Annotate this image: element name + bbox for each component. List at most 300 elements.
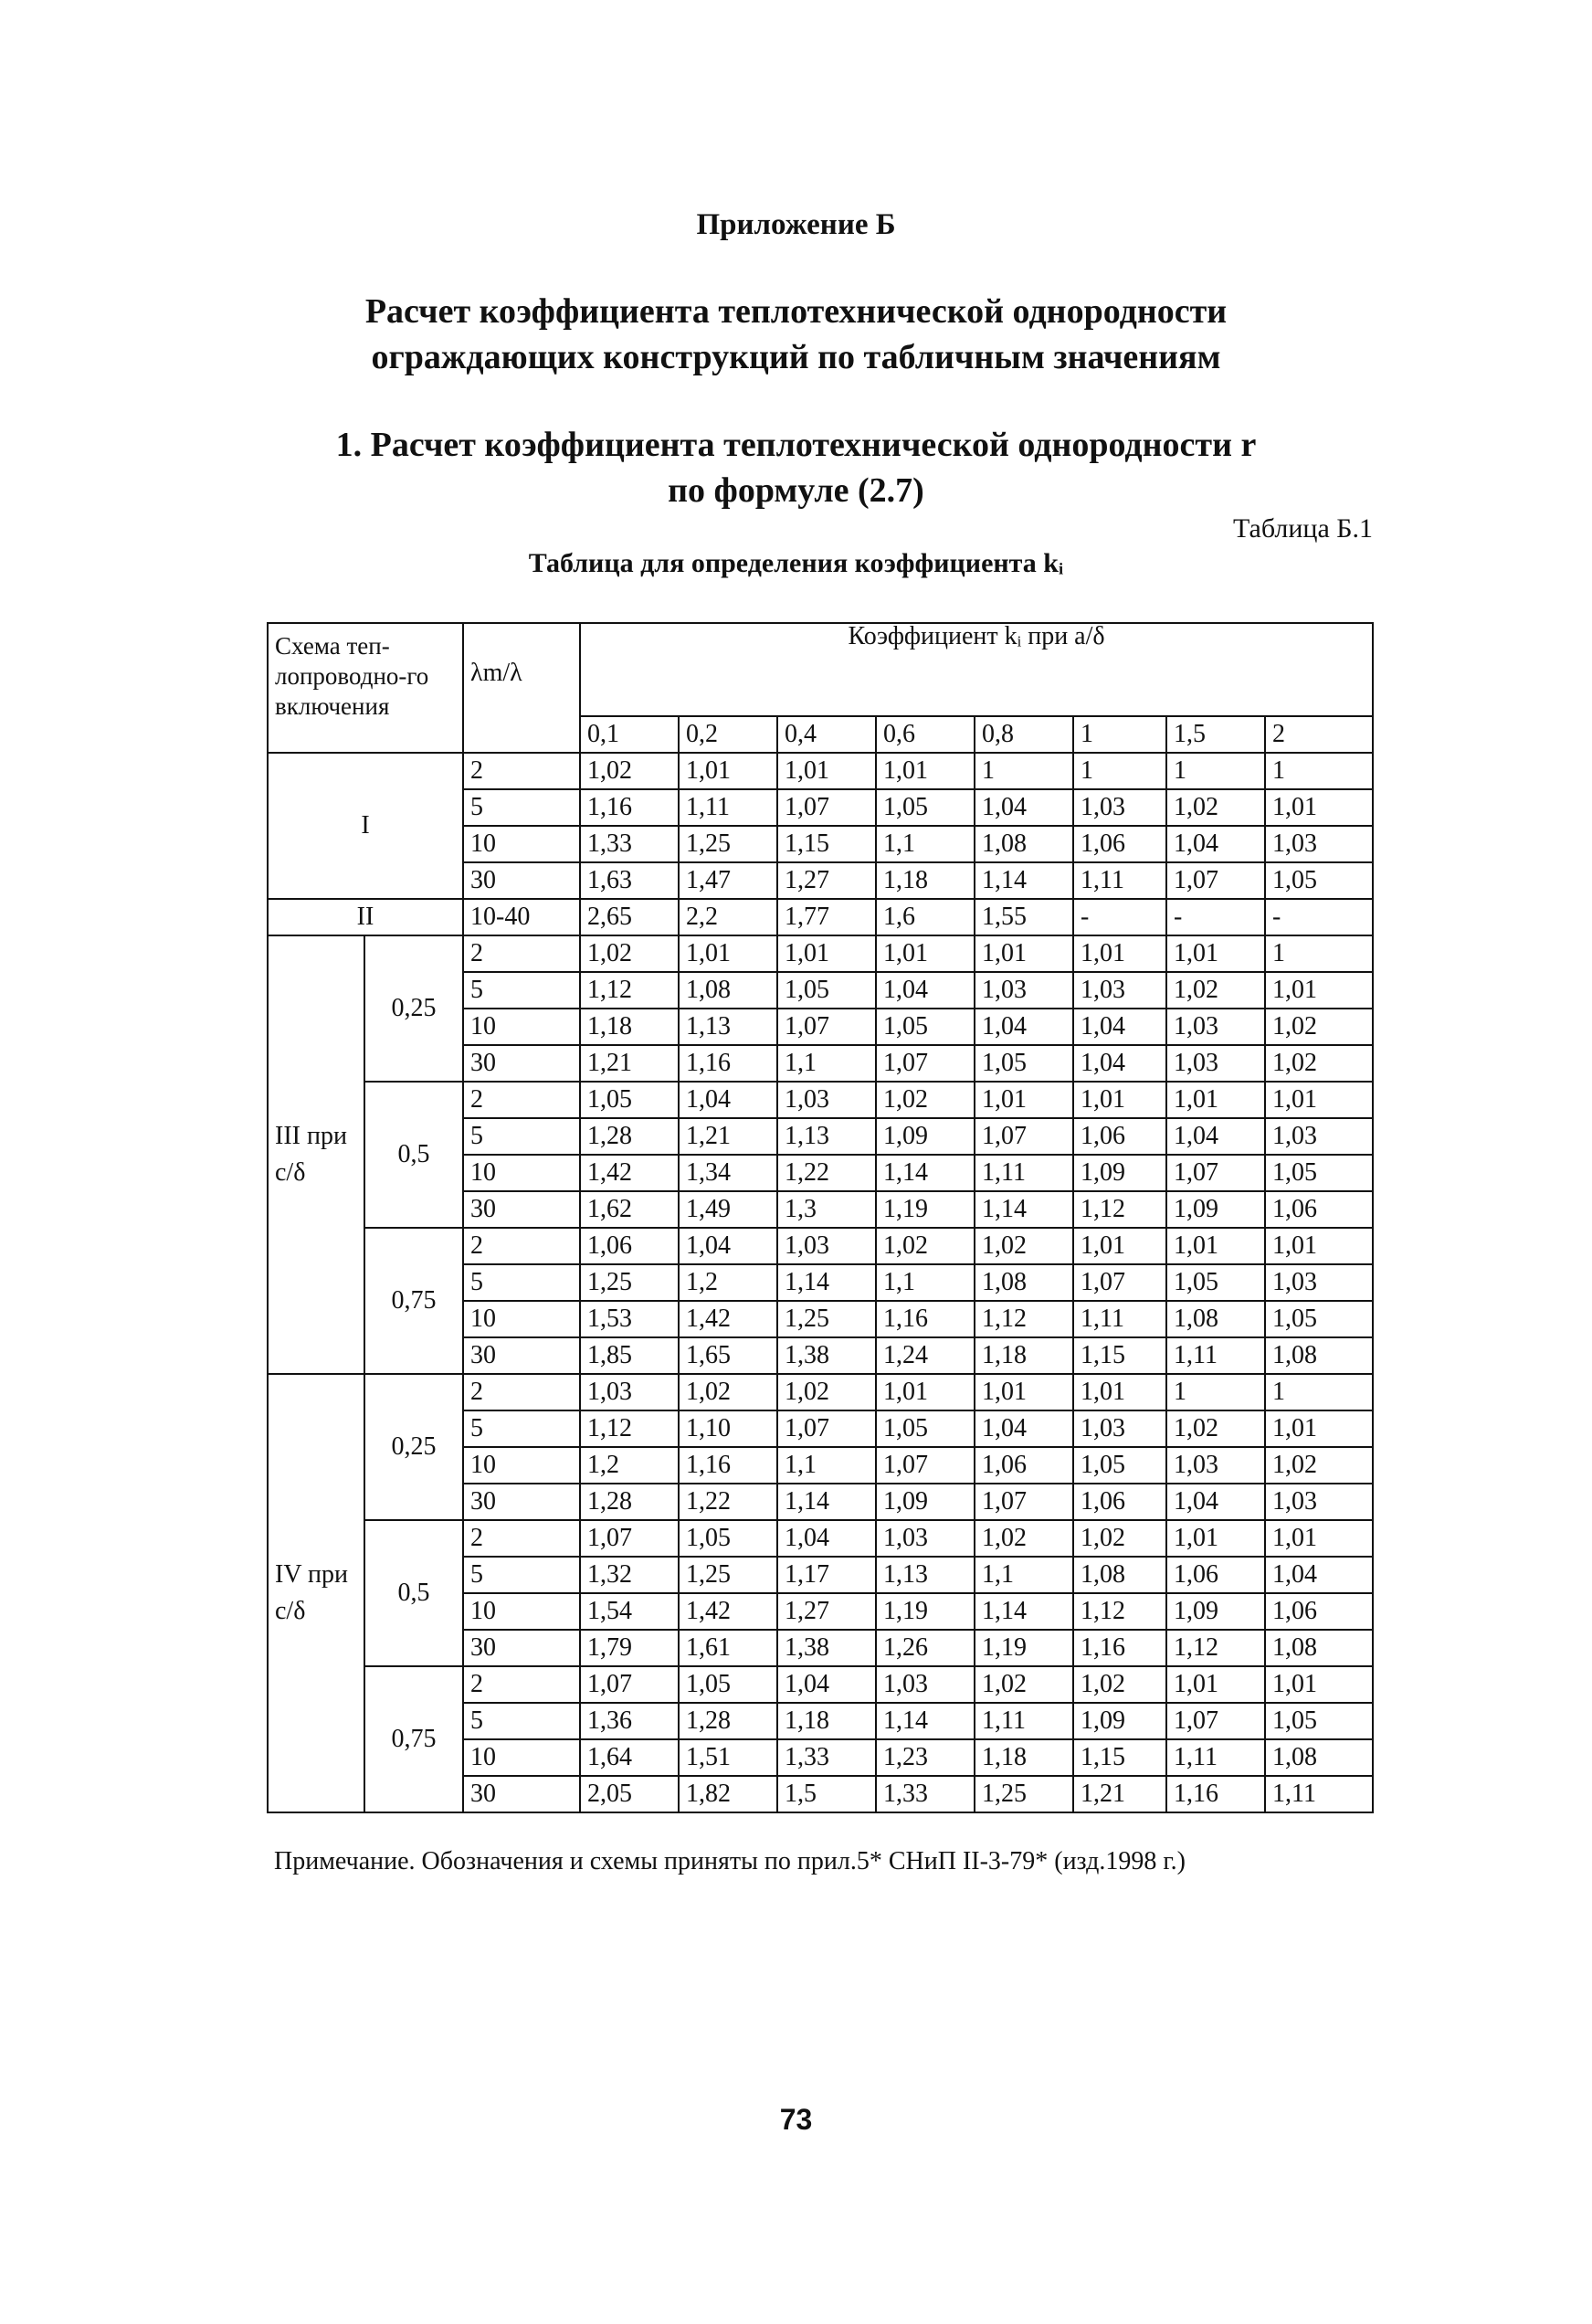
value-cell: 1,11	[1073, 1301, 1166, 1337]
value-cell: 1,01	[1265, 972, 1373, 1009]
ratio-cell: 5	[463, 972, 580, 1009]
value-cell: 1,02	[1265, 1009, 1373, 1045]
value-cell: 1,01	[1265, 789, 1373, 826]
value-cell: 1,03	[1073, 1410, 1166, 1447]
value-cell: 1,6	[876, 899, 975, 935]
value-cell: 1,02	[679, 1374, 777, 1410]
value-cell: 1,1	[777, 1045, 876, 1082]
cd-ratio-cell: 0,5	[364, 1520, 463, 1666]
value-cell: 1,42	[580, 1155, 679, 1191]
value-cell: 1,05	[679, 1520, 777, 1557]
value-cell: 1,15	[1073, 1337, 1166, 1374]
value-cell: 1,11	[1166, 1337, 1265, 1374]
value-cell: 1,02	[1073, 1520, 1166, 1557]
column-value: 1	[1073, 716, 1166, 753]
value-cell: 1,07	[580, 1666, 679, 1703]
value-cell: 1,2	[580, 1447, 679, 1484]
value-cell: 1	[1265, 935, 1373, 972]
value-cell: 1,13	[679, 1009, 777, 1045]
value-cell: 1,47	[679, 862, 777, 899]
value-cell: 1,07	[1166, 1703, 1265, 1739]
table-note: Примечание. Обозначения и схемы приняты по прил.5* СНиП II-3-79* (изд.1998 г.)	[274, 1847, 1186, 1875]
value-cell: 1,16	[1073, 1630, 1166, 1666]
scheme-cell: I	[268, 753, 463, 899]
value-cell: 1,04	[1073, 1045, 1166, 1082]
value-cell: 1,28	[679, 1703, 777, 1739]
value-cell: 1,08	[975, 826, 1073, 862]
value-cell: 1,05	[1265, 862, 1373, 899]
value-cell: 1,01	[1265, 1410, 1373, 1447]
value-cell: 2,2	[679, 899, 777, 935]
value-cell: 1,02	[876, 1082, 975, 1118]
table-number: Таблица Б.1	[1232, 513, 1373, 544]
scheme-cell: III при c/δ	[268, 935, 364, 1374]
value-cell: 1,03	[1265, 1264, 1373, 1301]
value-cell: 1,02	[1265, 1447, 1373, 1484]
ratio-cell: 2	[463, 935, 580, 972]
value-cell: 1,04	[777, 1666, 876, 1703]
value-cell: 1,18	[876, 862, 975, 899]
value-cell: 1,05	[1073, 1447, 1166, 1484]
value-cell: 1,22	[777, 1155, 876, 1191]
value-cell: 1,05	[876, 1410, 975, 1447]
value-cell: 1,12	[1073, 1593, 1166, 1630]
value-cell: 1,32	[580, 1557, 679, 1593]
value-cell: 1,06	[1265, 1191, 1373, 1228]
ratio-cell: 5	[463, 1557, 580, 1593]
value-cell: 1,33	[580, 826, 679, 862]
ratio-cell: 10	[463, 1739, 580, 1776]
value-cell: 1,3	[777, 1191, 876, 1228]
ratio-cell: 2	[463, 1082, 580, 1118]
value-cell: 1,01	[975, 1374, 1073, 1410]
page-number: 73	[779, 2103, 813, 2136]
value-cell: 1,14	[975, 1191, 1073, 1228]
value-cell: 1	[1166, 753, 1265, 789]
ratio-cell: 5	[463, 1264, 580, 1301]
value-cell: 1,77	[777, 899, 876, 935]
value-cell: 1,03	[975, 972, 1073, 1009]
section-line-1: 1. Расчет коэффициента теплотехнической однородности r	[335, 426, 1257, 464]
value-cell: 1,16	[679, 1045, 777, 1082]
value-cell: 1,19	[876, 1593, 975, 1630]
value-cell: 1,08	[975, 1264, 1073, 1301]
value-cell: 1,01	[679, 753, 777, 789]
value-cell: 1,2	[679, 1264, 777, 1301]
value-cell: 1,54	[580, 1593, 679, 1630]
value-cell: 1,03	[580, 1374, 679, 1410]
value-cell: 1,09	[1073, 1155, 1166, 1191]
value-cell: 1,07	[1166, 862, 1265, 899]
ratio-cell: 30	[463, 1191, 580, 1228]
ratio-cell: 2	[463, 1520, 580, 1557]
value-cell: 1,02	[1265, 1045, 1373, 1082]
ratio-cell: 2	[463, 753, 580, 789]
table-row	[268, 1082, 1373, 1118]
value-cell: 1,02	[1166, 972, 1265, 1009]
value-cell: 1	[1073, 753, 1166, 789]
value-cell: 1,12	[1166, 1630, 1265, 1666]
value-cell: 1	[1265, 1374, 1373, 1410]
value-cell: 1,65	[679, 1337, 777, 1374]
value-cell: 1,25	[580, 1264, 679, 1301]
table-row	[268, 1666, 1373, 1703]
ratio-cell: 2	[463, 1666, 580, 1703]
value-cell: 1,06	[1265, 1593, 1373, 1630]
value-cell: 1,01	[679, 935, 777, 972]
value-cell: 1,36	[580, 1703, 679, 1739]
value-cell: 1,04	[975, 1410, 1073, 1447]
value-cell: 1,03	[1166, 1009, 1265, 1045]
value-cell: 1,26	[876, 1630, 975, 1666]
ratio-cell: 30	[463, 862, 580, 899]
value-cell: 1,03	[1265, 826, 1373, 862]
value-cell: 1,09	[876, 1118, 975, 1155]
ratio-cell: 5	[463, 1703, 580, 1739]
value-cell: 1,18	[777, 1703, 876, 1739]
value-cell: 1,07	[580, 1520, 679, 1557]
value-cell: 1,02	[580, 935, 679, 972]
value-cell: 1,01	[1073, 1374, 1166, 1410]
value-cell: 1,01	[1166, 1228, 1265, 1264]
value-cell: 1,16	[1166, 1776, 1265, 1812]
column-value: 1,5	[1166, 716, 1265, 753]
value-cell: 1,09	[1166, 1593, 1265, 1630]
value-cell: 1,27	[777, 862, 876, 899]
ratio-cell: 30	[463, 1630, 580, 1666]
value-cell: 1,12	[975, 1301, 1073, 1337]
value-cell: 1,03	[876, 1520, 975, 1557]
ratio-cell: 10	[463, 1447, 580, 1484]
value-cell: 1,07	[975, 1118, 1073, 1155]
value-cell: 1,04	[777, 1520, 876, 1557]
value-cell: 1,02	[777, 1374, 876, 1410]
scheme-cell: IV при c/δ	[268, 1374, 364, 1812]
value-cell: 1,82	[679, 1776, 777, 1812]
value-cell: 1,02	[975, 1228, 1073, 1264]
value-cell: 1,21	[1073, 1776, 1166, 1812]
value-cell: 1,25	[679, 826, 777, 862]
value-cell: 1,04	[1166, 826, 1265, 862]
cd-ratio-cell: 0,5	[364, 1082, 463, 1228]
value-cell: 1,01	[975, 935, 1073, 972]
value-cell: 1,05	[1265, 1301, 1373, 1337]
appendix-label: Приложение Б	[696, 208, 896, 241]
value-cell: 1,33	[777, 1739, 876, 1776]
value-cell: 1,07	[777, 789, 876, 826]
value-cell: 1,03	[1265, 1484, 1373, 1520]
column-value: 0,8	[975, 716, 1073, 753]
value-cell: 1,04	[975, 1009, 1073, 1045]
value-cell: 1,15	[777, 826, 876, 862]
header-schema: Схема теп-лопроводно-го включения	[268, 623, 463, 753]
value-cell: 1,02	[580, 753, 679, 789]
value-cell: 1	[1265, 753, 1373, 789]
ratio-cell: 5	[463, 1118, 580, 1155]
value-cell: 1	[975, 753, 1073, 789]
value-cell: 1,01	[1166, 935, 1265, 972]
value-cell: 1,64	[580, 1739, 679, 1776]
value-cell: 1,38	[777, 1337, 876, 1374]
value-cell: 1,28	[580, 1118, 679, 1155]
value-cell: 1,17	[777, 1557, 876, 1593]
value-cell: 1,85	[580, 1337, 679, 1374]
column-value: 0,1	[580, 716, 679, 753]
value-cell: 1,18	[580, 1009, 679, 1045]
value-cell: 1,01	[1073, 935, 1166, 972]
value-cell: 1,01	[876, 935, 975, 972]
table-body	[268, 623, 1373, 1812]
value-cell: 1,05	[679, 1666, 777, 1703]
value-cell: 1,11	[975, 1155, 1073, 1191]
value-cell: 1,05	[1166, 1264, 1265, 1301]
value-cell: 1,09	[1166, 1191, 1265, 1228]
value-cell: 1,79	[580, 1630, 679, 1666]
value-cell: 1,49	[679, 1191, 777, 1228]
value-cell: 1,03	[1166, 1447, 1265, 1484]
value-cell: 1,05	[1265, 1703, 1373, 1739]
value-cell: 1,01	[1073, 1228, 1166, 1264]
value-cell: 1,01	[1166, 1666, 1265, 1703]
ratio-cell: 10-40	[463, 899, 580, 935]
value-cell: 1,19	[876, 1191, 975, 1228]
value-cell: 1,27	[777, 1593, 876, 1630]
value-cell: 1,07	[1166, 1155, 1265, 1191]
value-cell: 1,06	[1073, 1484, 1166, 1520]
value-cell: 1,06	[1073, 826, 1166, 862]
value-cell: 1,01	[1265, 1082, 1373, 1118]
value-cell: 1,02	[1166, 1410, 1265, 1447]
ratio-cell: 30	[463, 1337, 580, 1374]
value-cell: 1,03	[1073, 972, 1166, 1009]
value-cell: 1,38	[777, 1630, 876, 1666]
value-cell: 1,12	[580, 1410, 679, 1447]
value-cell: 1,11	[975, 1703, 1073, 1739]
value-cell: 1,25	[975, 1776, 1073, 1812]
value-cell: 1,08	[1265, 1739, 1373, 1776]
value-cell: 1,01	[1166, 1082, 1265, 1118]
value-cell: 1,11	[679, 789, 777, 826]
ratio-cell: 2	[463, 1228, 580, 1264]
value-cell: 1,5	[777, 1776, 876, 1812]
value-cell: 1,15	[1073, 1739, 1166, 1776]
value-cell: 1,12	[580, 972, 679, 1009]
scheme-cell: II	[268, 899, 463, 935]
value-cell: 1,01	[777, 753, 876, 789]
value-cell: 1,13	[876, 1557, 975, 1593]
value-cell: 1,05	[777, 972, 876, 1009]
ratio-cell: 10	[463, 1301, 580, 1337]
ratio-cell: 30	[463, 1484, 580, 1520]
value-cell: 2,05	[580, 1776, 679, 1812]
value-cell: 1,06	[580, 1228, 679, 1264]
value-cell: 1,25	[679, 1557, 777, 1593]
ratio-cell: 2	[463, 1374, 580, 1410]
value-cell: 1,05	[1265, 1155, 1373, 1191]
value-cell: 1,02	[975, 1520, 1073, 1557]
value-cell: 1,33	[876, 1776, 975, 1812]
value-cell: 1,07	[876, 1045, 975, 1082]
value-cell: 1,21	[580, 1045, 679, 1082]
value-cell: 1,16	[679, 1447, 777, 1484]
value-cell: 1,01	[777, 935, 876, 972]
column-value: 0,4	[777, 716, 876, 753]
value-cell: 1,23	[876, 1739, 975, 1776]
value-cell: -	[1166, 899, 1265, 935]
ratio-cell: 10	[463, 1593, 580, 1630]
cd-ratio-cell: 0,25	[364, 935, 463, 1082]
header-coefficient: Коэффициент kᵢ при a/δ	[580, 623, 1373, 716]
ratio-cell: 5	[463, 789, 580, 826]
value-cell: -	[1265, 899, 1373, 935]
value-cell: 1,53	[580, 1301, 679, 1337]
value-cell: 1,13	[777, 1118, 876, 1155]
value-cell: 1,02	[1166, 789, 1265, 826]
value-cell: 1,01	[1265, 1666, 1373, 1703]
value-cell: 1,11	[1265, 1776, 1373, 1812]
value-cell: 1	[1166, 1374, 1265, 1410]
cd-ratio-cell: 0,75	[364, 1228, 463, 1374]
value-cell: 1,42	[679, 1301, 777, 1337]
value-cell: 1,08	[679, 972, 777, 1009]
cd-ratio-cell: 0,25	[364, 1374, 463, 1520]
value-cell: 1,07	[777, 1410, 876, 1447]
value-cell: 1,03	[1265, 1118, 1373, 1155]
value-cell: 1,63	[580, 862, 679, 899]
value-cell: 1,04	[679, 1228, 777, 1264]
value-cell: 1,06	[1166, 1557, 1265, 1593]
value-cell: 1,11	[1166, 1739, 1265, 1776]
ratio-cell: 30	[463, 1045, 580, 1082]
value-cell: 1,09	[876, 1484, 975, 1520]
value-cell: 1,09	[1073, 1703, 1166, 1739]
value-cell: 1,22	[679, 1484, 777, 1520]
value-cell: 1,08	[1265, 1337, 1373, 1374]
value-cell: 1,14	[876, 1703, 975, 1739]
value-cell: 1,34	[679, 1155, 777, 1191]
value-cell: 1,02	[876, 1228, 975, 1264]
title-line-1: Расчет коэффициента теплотехнической однородности	[364, 292, 1228, 331]
value-cell: 1,14	[975, 1593, 1073, 1630]
value-cell: 1,04	[975, 789, 1073, 826]
value-cell: 1,25	[777, 1301, 876, 1337]
value-cell: 1,01	[876, 753, 975, 789]
value-cell: 1,04	[1073, 1009, 1166, 1045]
value-cell: 1,05	[975, 1045, 1073, 1082]
value-cell: 1,24	[876, 1337, 975, 1374]
value-cell: 1,04	[1265, 1557, 1373, 1593]
ratio-cell: 10	[463, 826, 580, 862]
ratio-cell: 10	[463, 1009, 580, 1045]
table-row	[268, 935, 1373, 972]
value-cell: 1,10	[679, 1410, 777, 1447]
table-row	[268, 1228, 1373, 1264]
value-cell: 1,01	[1166, 1520, 1265, 1557]
value-cell: 1,07	[777, 1009, 876, 1045]
coefficient-table	[267, 622, 1374, 1813]
page-title	[0, 289, 1592, 380]
value-cell: 1,04	[679, 1082, 777, 1118]
value-cell: 1,01	[876, 1374, 975, 1410]
value-cell: 1,1	[777, 1447, 876, 1484]
value-cell: 1,14	[777, 1484, 876, 1520]
value-cell: 1,03	[1073, 789, 1166, 826]
value-cell: 1,62	[580, 1191, 679, 1228]
value-cell: 1,51	[679, 1739, 777, 1776]
value-cell: -	[1073, 899, 1166, 935]
value-cell: 1,03	[876, 1666, 975, 1703]
value-cell: 1,06	[975, 1447, 1073, 1484]
title-line-2: ограждающих конструкций по табличным значениям	[371, 338, 1221, 376]
value-cell: 1,04	[876, 972, 975, 1009]
value-cell: 1,02	[975, 1666, 1073, 1703]
value-cell: 1,05	[876, 1009, 975, 1045]
ratio-cell: 5	[463, 1410, 580, 1447]
value-cell: 1,05	[580, 1082, 679, 1118]
value-cell: 1,03	[1166, 1045, 1265, 1082]
ratio-cell: 10	[463, 1155, 580, 1191]
value-cell: 1,12	[1073, 1191, 1166, 1228]
value-cell: 1,08	[1166, 1301, 1265, 1337]
value-cell: 1,02	[1073, 1666, 1166, 1703]
value-cell: 1,07	[1073, 1264, 1166, 1301]
value-cell: 1,55	[975, 899, 1073, 935]
value-cell: 1,01	[1265, 1520, 1373, 1557]
value-cell: 1,19	[975, 1630, 1073, 1666]
value-cell: 2,65	[580, 899, 679, 935]
value-cell: 1,21	[679, 1118, 777, 1155]
value-cell: 1,05	[876, 789, 975, 826]
value-cell: 1,01	[1073, 1082, 1166, 1118]
section-heading	[0, 422, 1592, 513]
value-cell: 1,04	[1166, 1118, 1265, 1155]
section-line-2: по формуле (2.7)	[668, 471, 924, 510]
table-caption: Таблица для определения коэффициента kᵢ	[528, 548, 1064, 578]
table-row	[268, 899, 1373, 935]
value-cell: 1,1	[876, 826, 975, 862]
table-row	[268, 1520, 1373, 1557]
value-cell: 1,06	[1073, 1118, 1166, 1155]
value-cell: 1,1	[975, 1557, 1073, 1593]
value-cell: 1,08	[1073, 1557, 1166, 1593]
value-cell: 1,03	[777, 1082, 876, 1118]
table-row	[268, 1374, 1373, 1410]
ratio-cell: 30	[463, 1776, 580, 1812]
value-cell: 1,1	[876, 1264, 975, 1301]
value-cell: 1,42	[679, 1593, 777, 1630]
value-cell: 1,14	[876, 1155, 975, 1191]
value-cell: 1,01	[975, 1082, 1073, 1118]
value-cell: 1,07	[876, 1447, 975, 1484]
column-value: 0,2	[679, 716, 777, 753]
value-cell: 1,16	[876, 1301, 975, 1337]
table-header-row	[268, 623, 1373, 716]
value-cell: 1,07	[975, 1484, 1073, 1520]
value-cell: 1,11	[1073, 862, 1166, 899]
value-cell: 1,04	[1166, 1484, 1265, 1520]
value-cell: 1,14	[975, 862, 1073, 899]
value-cell: 1,01	[1265, 1228, 1373, 1264]
table-row	[268, 753, 1373, 789]
column-value: 2	[1265, 716, 1373, 753]
value-cell: 1,08	[1265, 1630, 1373, 1666]
value-cell: 1,61	[679, 1630, 777, 1666]
value-cell: 1,18	[975, 1739, 1073, 1776]
value-cell: 1,16	[580, 789, 679, 826]
cd-ratio-cell: 0,75	[364, 1666, 463, 1812]
column-value: 0,6	[876, 716, 975, 753]
value-cell: 1,28	[580, 1484, 679, 1520]
